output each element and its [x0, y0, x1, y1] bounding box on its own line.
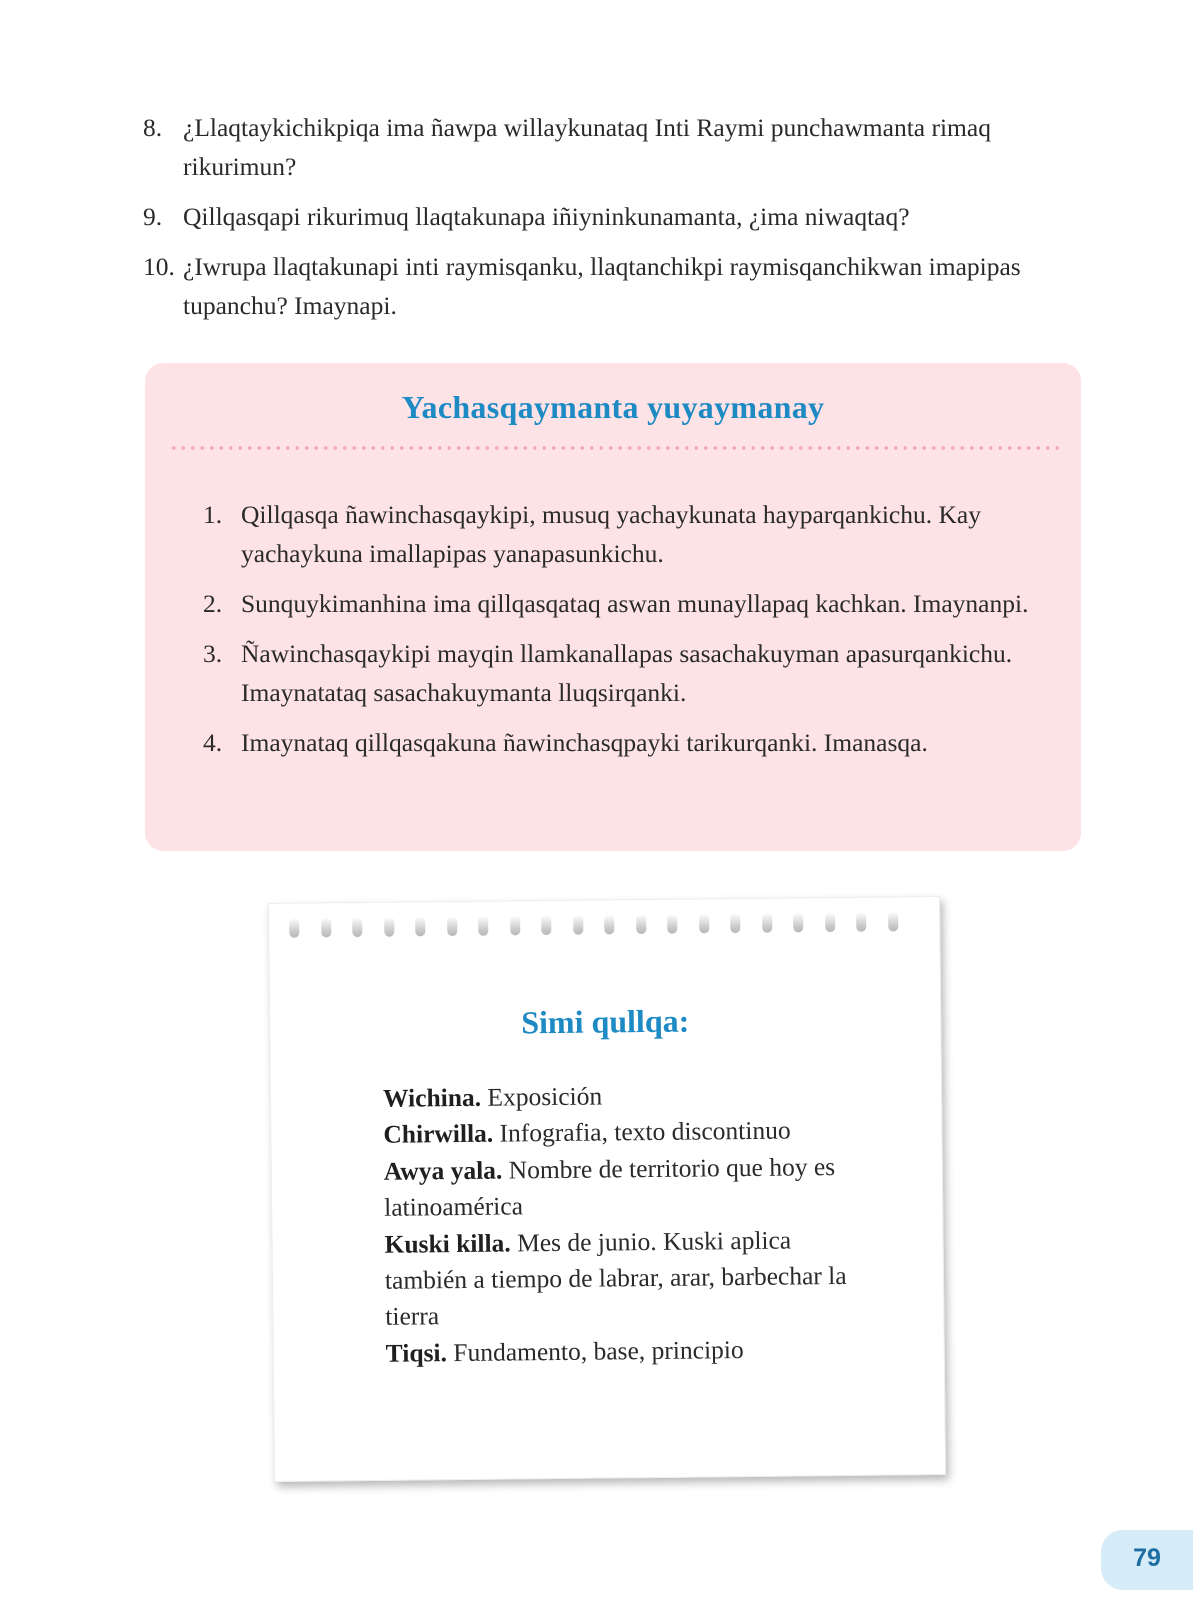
glossary-definition: Fundamento, base, principio — [453, 1334, 744, 1367]
binder-hole — [541, 915, 551, 935]
question-item — [143, 197, 1073, 236]
binder-hole — [762, 913, 772, 933]
dotted-divider — [169, 445, 1065, 451]
binder-hole — [321, 917, 331, 937]
reflection-number: 3. — [203, 639, 223, 668]
binder-hole — [478, 916, 488, 936]
question-item — [143, 108, 1073, 186]
binder-hole — [856, 912, 866, 932]
glossary-note — [268, 896, 946, 1482]
reflection-title: Yachasqaymanta yuyaymanay — [401, 389, 825, 425]
glossary-list — [383, 1076, 866, 1372]
glossary-entry — [383, 1112, 863, 1153]
reflection-item — [203, 584, 1053, 623]
glossary-title: Simi qullqa: — [521, 1002, 690, 1041]
question-text: ¿Llaqtaykichikpiqa ima ñawpa willaykunataq Inti Raymi punchawmanta rimaq rikurimun? — [183, 113, 991, 181]
binder-hole — [415, 916, 425, 936]
glossary-entry — [386, 1331, 866, 1372]
question-item — [143, 247, 1073, 325]
reflection-text: Imaynataq qillqasqakuna ñawinchasqpayki tarikurqanki. Imanasqa. — [241, 728, 928, 757]
question-number: 8. — [143, 113, 163, 142]
glossary-definition: Infografia, texto discontinuo — [499, 1115, 791, 1148]
binder-hole — [447, 916, 457, 936]
glossary-term: Chirwilla. — [383, 1119, 494, 1150]
reflection-box — [145, 363, 1081, 851]
glossary-definition: Nombre de territorio que hoy es latinoamérica — [384, 1151, 836, 1223]
glossary-term: Tiqsi. — [385, 1337, 448, 1368]
glossary-definition: Mes de junio. Kuski aplica también a tiempo de labrar, arar, barbechar la tierra — [384, 1225, 847, 1332]
reflection-item — [203, 495, 1053, 573]
reflection-item — [203, 723, 1053, 762]
question-text: ¿Iwrupa llaqtakunapi inti raymisqanku, llaqtanchikpi raymisqanchikwan imapipas tupanchu? Imaynapi. — [183, 252, 1021, 320]
reflection-text: Sunquykimanhina ima qillqasqataq aswan munayllapaq kachkan. Imaynanpi. — [241, 589, 1029, 618]
binder-hole — [510, 915, 520, 935]
glossary-term: Kuski killa. — [384, 1228, 511, 1259]
glossary-term: Wichina. — [382, 1082, 482, 1113]
reflection-item — [203, 634, 1053, 712]
binder-hole — [888, 911, 898, 931]
reflection-text: Ñawinchasqaykipi mayqin llamkanallapas sasachakuyman apasurqankichu. Imaynatataq sasachakuymanta lluqsirqanki. — [241, 639, 1013, 707]
glossary-term: Awya yala. — [383, 1155, 503, 1186]
question-number: 9. — [143, 202, 163, 231]
binder-hole — [793, 912, 803, 932]
reflection-number: 2. — [203, 589, 223, 618]
page-number-tab — [1101, 1530, 1193, 1590]
binder-hole — [384, 917, 394, 937]
glossary-entry — [383, 1076, 863, 1117]
reflection-number: 4. — [203, 728, 223, 757]
binder-hole — [604, 914, 614, 934]
reflection-text: Qillqasqa ñawinchasqaykipi, musuq yachaykunata hayparqankichu. Kay yachaykuna imallapipas yanapasunkichu. — [241, 500, 981, 568]
question-number: 10. — [143, 252, 175, 281]
glossary-entry — [384, 1149, 865, 1227]
glossary-entry — [384, 1221, 865, 1335]
reflection-list — [203, 495, 1053, 773]
binder-hole — [352, 917, 362, 937]
glossary-definition: Exposición — [487, 1081, 603, 1112]
question-list — [143, 108, 1073, 336]
binder-holes — [289, 911, 898, 937]
binder-hole — [825, 912, 835, 932]
binder-hole — [289, 918, 299, 938]
binder-hole — [636, 914, 646, 934]
binder-hole — [699, 913, 709, 933]
binder-hole — [730, 913, 740, 933]
binder-hole — [573, 915, 583, 935]
binder-hole — [667, 914, 677, 934]
reflection-number: 1. — [203, 500, 223, 529]
page-number: 79 — [1133, 1544, 1161, 1572]
question-text: Qillqasqapi rikurimuq llaqtakunapa iñiyninkunamanta, ¿ima niwaqtaq? — [183, 202, 910, 231]
